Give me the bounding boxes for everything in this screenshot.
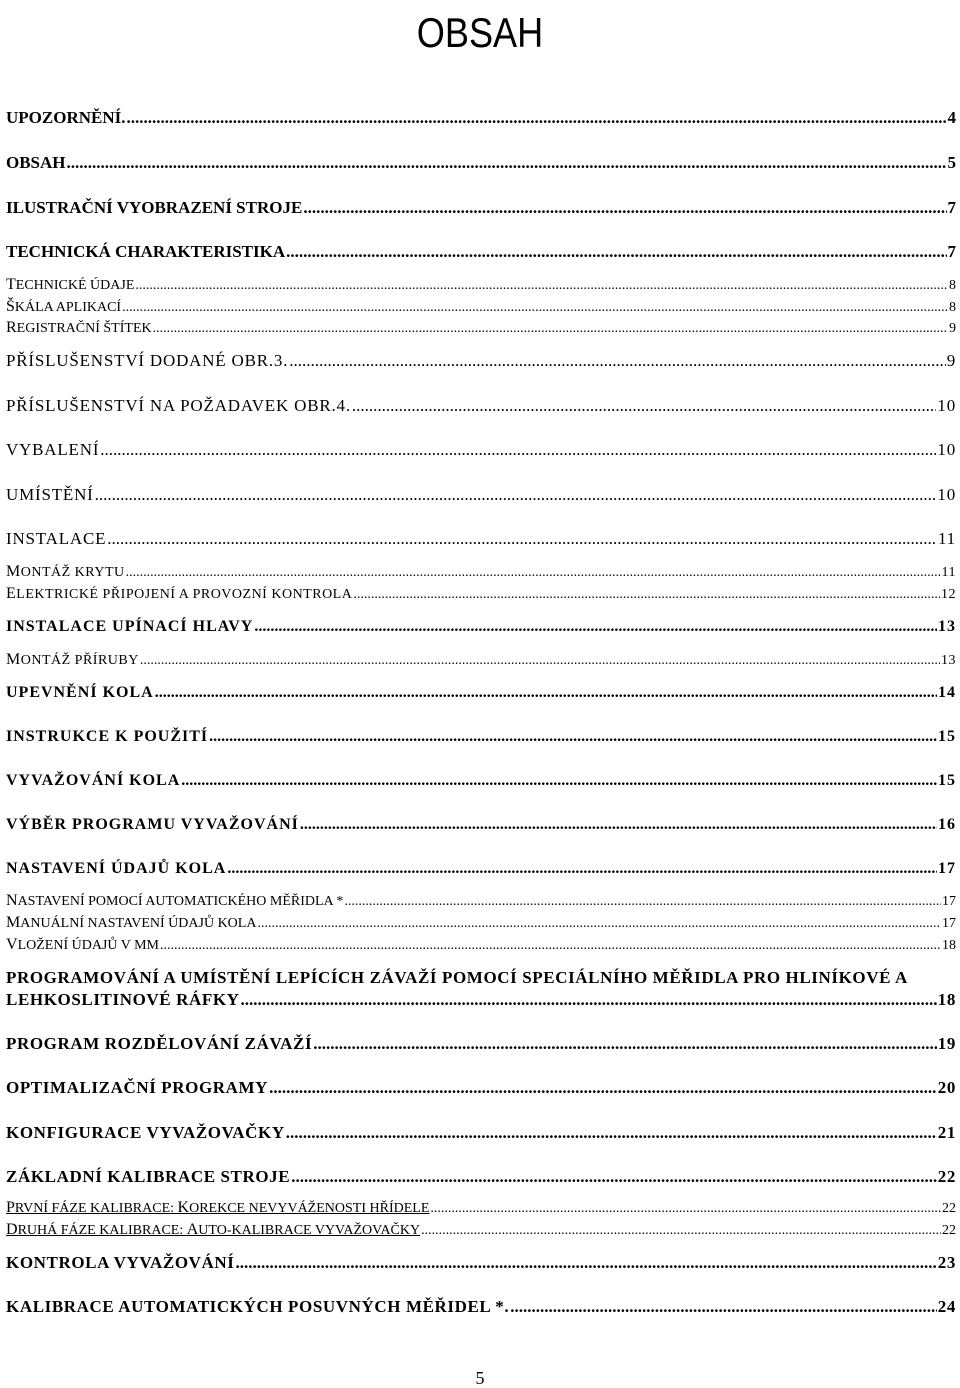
toc-entry-page: 8 <box>949 300 956 315</box>
toc-entry-page: 4 <box>947 108 956 127</box>
toc-leader <box>160 937 941 955</box>
page-title: OBSAH <box>416 9 544 56</box>
toc-leader <box>155 683 937 703</box>
toc-entry-page: 18 <box>937 990 956 1009</box>
toc-entry-title: TECHNICKÁ CHARAKTERISTIKA <box>6 242 286 261</box>
toc-entry-title: ŠKÁLA APLIKACÍ <box>6 298 122 315</box>
toc-leader <box>313 1033 937 1055</box>
toc-leader <box>353 586 940 604</box>
toc-entry-title: OPTIMALIZAČNÍ PROGRAMY <box>6 1078 269 1097</box>
toc-entry[interactable] <box>6 815 956 835</box>
toc-entry-page: 7 <box>947 198 956 217</box>
toc-leader <box>181 771 937 791</box>
toc-entry-page: 10 <box>937 485 956 504</box>
toc-entry-title: TECHNICKÉ ÚDAJE <box>6 276 135 293</box>
toc-entry[interactable] <box>6 771 956 791</box>
toc-entry-title: VLOŽENÍ ÚDAJŮ V MM <box>6 936 159 953</box>
toc-entry[interactable] <box>6 1166 956 1188</box>
toc-leader <box>303 198 946 218</box>
toc-subentry[interactable] <box>6 276 956 295</box>
toc-entry-title: UPEVNĚNÍ KOLA <box>6 684 154 701</box>
toc-subentry[interactable] <box>6 914 956 933</box>
toc-entry-title: PŘÍSLUŠENSTVÍ DODANÉ OBR.3. <box>6 351 289 370</box>
toc-subentry[interactable] <box>6 585 956 604</box>
toc-entry-title: UMÍSTĚNÍ <box>6 485 94 504</box>
toc-leader <box>289 351 945 371</box>
toc-leader <box>227 859 937 879</box>
toc-entry-page: 13 <box>941 653 956 668</box>
toc-entry[interactable] <box>6 1252 956 1274</box>
toc-entry[interactable] <box>6 108 956 128</box>
toc-entry-page: 11 <box>941 565 956 580</box>
toc-leader <box>135 277 948 295</box>
toc-entry-title: NASTAVENÍ POMOCÍ AUTOMATICKÉHO MĚŘIDLA * <box>6 892 344 909</box>
toc-entry[interactable] <box>6 683 956 703</box>
toc-entry[interactable] <box>6 440 956 460</box>
toc-entry-title: MANUÁLNÍ NASTAVENÍ ÚDAJŮ KOLA <box>6 914 257 931</box>
toc-leader <box>107 529 937 549</box>
toc-entry-title: INSTALACE <box>6 529 107 548</box>
toc-entry-title: VYVAŽOVÁNÍ KOLA <box>6 772 181 789</box>
toc-entry[interactable] <box>6 351 956 371</box>
toc-entry-page: 20 <box>937 1078 956 1097</box>
toc-entry-title: MONTÁŽ KRYTU <box>6 563 125 580</box>
toc-leader <box>126 108 946 128</box>
toc-leader <box>126 564 941 582</box>
toc-subentry[interactable] <box>6 936 956 955</box>
toc-entry[interactable] <box>6 967 956 1011</box>
toc-entry-page: 7 <box>947 242 956 261</box>
toc-leader <box>67 153 947 173</box>
toc-entry-page: 10 <box>937 440 956 459</box>
toc-entry-page: 5 <box>947 153 956 172</box>
toc-leader <box>300 815 937 835</box>
toc-leader <box>430 1200 941 1218</box>
toc-entry[interactable] <box>6 396 956 416</box>
toc-entry-title-line1: PROGRAMOVÁNÍ A UMÍSTĚNÍ LEPÍCÍCH ZÁVAŽÍ POMOCÍ SPECIÁLNÍHO MĚŘIDLA PRO HLINÍKOVÉ A <box>6 968 908 987</box>
toc-entry-page: 18 <box>942 938 956 953</box>
toc-entry[interactable] <box>6 529 956 549</box>
toc-entry[interactable] <box>6 1296 956 1318</box>
toc-entry-page: 24 <box>937 1297 956 1316</box>
toc-entry-page: 22 <box>937 1167 956 1186</box>
toc-entry[interactable] <box>6 617 956 637</box>
toc-entry[interactable] <box>6 198 956 218</box>
toc-entry[interactable] <box>6 242 956 262</box>
toc-entry-title: ZÁKLADNÍ KALIBRACE STROJE <box>6 1167 291 1186</box>
toc-entry-title: REGISTRAČNÍ ŠTÍTEK <box>6 319 152 336</box>
toc-entry-title: NASTAVENÍ ÚDAJŮ KOLA <box>6 860 227 877</box>
toc-entry-page: 22 <box>942 1201 956 1216</box>
toc-leader <box>140 652 940 670</box>
toc-entry-page: 17 <box>942 916 956 931</box>
toc-entry-title: KALIBRACE AUTOMATICKÝCH POSUVNÝCH MĚŘIDEL *. <box>6 1297 510 1316</box>
toc-entry-title: ELEKTRICKÉ PŘIPOJENÍ A PROVOZNÍ KONTROLA <box>6 585 353 602</box>
toc-entry-title: LEHKOSLITINOVÉ RÁFKY <box>6 990 240 1009</box>
page-number: 5 <box>475 1368 485 1388</box>
toc-entry-page: 19 <box>937 1034 956 1053</box>
toc-entry-title: PŘÍSLUŠENSTVÍ NA POŽADAVEK OBR.4. <box>6 396 351 415</box>
toc-entry-title: MONTÁŽ PŘÍRUBY <box>6 651 139 668</box>
toc-entry-page: 21 <box>937 1123 956 1142</box>
toc-entry-title: ILUSTRAČNÍ VYOBRAZENÍ STROJE <box>6 198 303 217</box>
toc-leader <box>257 915 941 933</box>
toc-entry[interactable] <box>6 153 956 173</box>
toc-entry[interactable] <box>6 485 956 505</box>
toc-entry-title: DRUHÁ FÁZE KALIBRACE: AUTO-KALIBRACE VYVAŽOVAČKY <box>6 1221 421 1238</box>
toc-subentry[interactable] <box>6 1221 956 1240</box>
toc-entry[interactable] <box>6 1077 956 1099</box>
toc-leader <box>269 1077 937 1099</box>
toc-leader <box>286 1122 937 1144</box>
toc-leader <box>286 242 946 262</box>
toc-entry-page: 14 <box>938 684 956 701</box>
toc-entry-page: 15 <box>938 728 956 745</box>
toc-entry[interactable] <box>6 727 956 747</box>
toc-entry[interactable] <box>6 1033 956 1055</box>
toc-subentry[interactable] <box>6 563 956 582</box>
toc-entry-title: PROGRAM ROZDĚLOVÁNÍ ZÁVAŽÍ <box>6 1034 313 1053</box>
toc-entry-page: 11 <box>938 529 956 548</box>
toc-leader <box>241 989 937 1011</box>
toc-leader <box>291 1166 937 1188</box>
toc-entry-title: INSTALACE UPÍNACÍ HLAVY <box>6 618 254 635</box>
toc-entry[interactable] <box>6 859 956 879</box>
toc-entry-title: KONFIGURACE VYVAŽOVAČKY <box>6 1123 285 1142</box>
toc-entry-title: UPOZORNĚNÍ. <box>6 108 126 127</box>
toc-entry-title: KONTROLA VYVAŽOVÁNÍ <box>6 1253 235 1272</box>
toc-entry-page: 23 <box>937 1253 956 1272</box>
toc-entry[interactable] <box>6 1122 956 1144</box>
toc-entry-page: 17 <box>938 860 956 877</box>
toc-leader <box>352 396 937 416</box>
toc-subentry[interactable] <box>6 1199 956 1218</box>
toc-leader <box>510 1296 937 1318</box>
toc-leader <box>153 320 948 338</box>
toc-leader <box>254 617 937 637</box>
toc-leader <box>122 299 948 317</box>
toc-entry-title: VÝBĚR PROGRAMU VYVAŽOVÁNÍ <box>6 816 299 833</box>
toc-subentry[interactable] <box>6 319 956 338</box>
toc-entry-page: 12 <box>941 587 956 602</box>
toc-entry-page: 22 <box>942 1223 956 1238</box>
toc-leader <box>344 893 941 911</box>
toc-entry-page: 9 <box>946 351 956 370</box>
toc-entry-page: 16 <box>938 816 956 833</box>
toc-entry-page: 10 <box>937 396 956 415</box>
toc-entry-title: OBSAH <box>6 153 66 172</box>
toc-subentry[interactable] <box>6 651 956 670</box>
toc-entry-page: 13 <box>938 618 956 635</box>
toc-entry-title: VYBALENÍ <box>6 440 100 459</box>
toc-leader <box>209 727 937 747</box>
toc-entry-title: PRVNÍ FÁZE KALIBRACE: KOREKCE NEVYVÁŽENOSTI HŘÍDELE <box>6 1199 430 1216</box>
toc-entry-title: INSTRUKCE K POUŽITÍ <box>6 728 209 745</box>
toc-leader <box>236 1252 937 1274</box>
toc-leader <box>95 485 937 505</box>
toc-entry-page: 9 <box>949 321 956 336</box>
toc-entry-page: 17 <box>942 894 956 909</box>
toc-entry-page: 8 <box>949 278 956 293</box>
toc-subentry[interactable] <box>6 892 956 911</box>
toc-leader <box>421 1222 941 1240</box>
toc-entry-page: 15 <box>938 772 956 789</box>
toc-leader <box>100 440 936 460</box>
toc-subentry[interactable] <box>6 298 956 317</box>
